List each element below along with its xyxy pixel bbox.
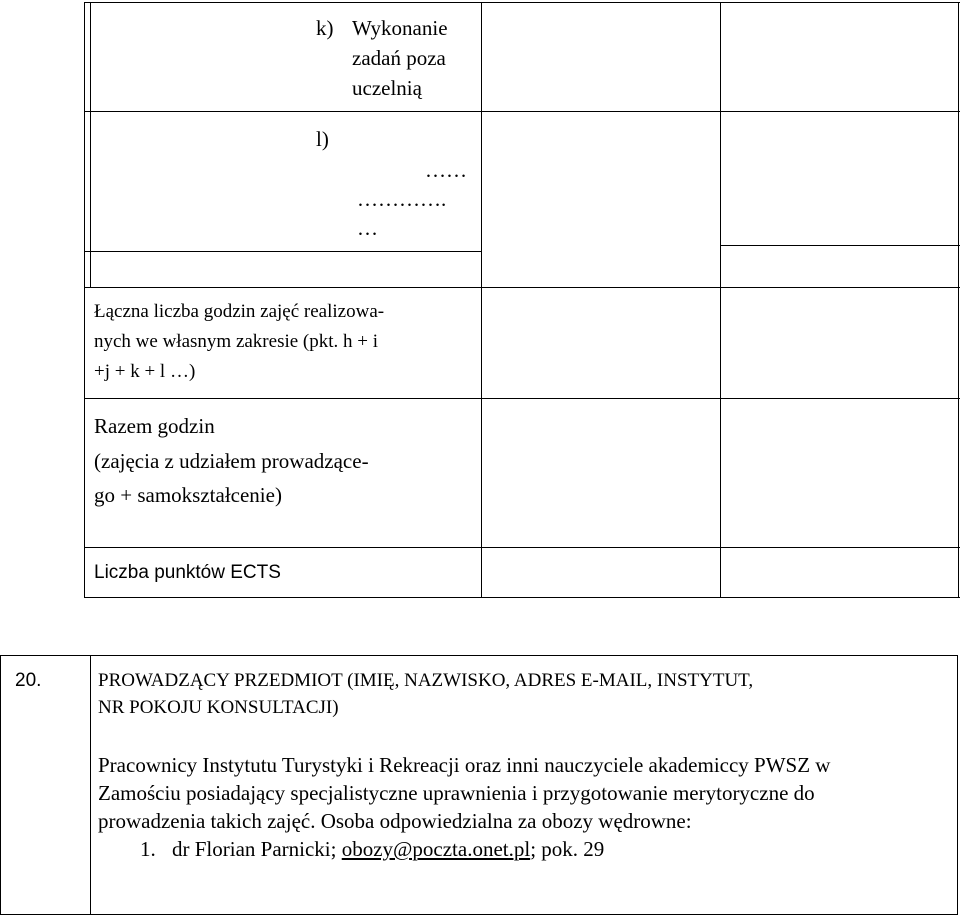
table-line-left	[84, 2, 85, 597]
section20-list-number: 1.	[140, 837, 156, 861]
razem-label-line: (zajęcia z udziałem prowadzące-	[94, 449, 369, 473]
section20-border-right	[957, 655, 958, 915]
section20-heading-line: PROWADZĄCY PRZEDMIOT (IMIĘ, NAZWISKO, ADRES E-MAIL, INSTYTUT,	[98, 670, 754, 691]
total-own-label-line: nych we własnym zakresie (pkt. h + i	[94, 331, 379, 352]
section20-border-inner	[90, 655, 91, 915]
razem-label-line: Razem godzin	[94, 414, 215, 438]
section20-body-line: prowadzenia takich zajęć. Osoba odpowiedzialna za obozy wędrowne:	[98, 809, 692, 833]
row-k-label-line: zadań poza	[352, 46, 446, 70]
room-number: ; pok. 29	[530, 837, 605, 861]
section20-border-bottom	[0, 914, 958, 915]
row-l-placeholder-line: ……	[425, 158, 467, 182]
section20-border-left	[0, 655, 1, 915]
row-l-marker: l)	[316, 127, 329, 151]
table-row-divider	[84, 398, 960, 399]
total-own-label-line: Łączna liczba godzin zajęć realizowa-	[94, 301, 385, 322]
row-l-placeholder-line: ………….	[357, 187, 447, 211]
section20-list-item	[172, 834, 604, 864]
ects-label: Liczba punktów ECTS	[94, 562, 281, 583]
email-link[interactable]: obozy@poczta.onet.pl	[341, 837, 531, 861]
section20-number: 20.	[15, 670, 42, 691]
table-line-inner-left	[90, 2, 91, 287]
table-row-divider	[84, 547, 960, 548]
total-own-label-line: +j + k + l …)	[94, 361, 196, 382]
section20-body-line: Zamościu posiadający specjalistyczne uprawnienia i przygotowanie merytoryczne do	[98, 781, 815, 805]
row-k-marker: k)	[316, 16, 334, 40]
table-row-divider	[84, 251, 482, 252]
row-k-label-line: Wykonanie	[352, 16, 448, 40]
table-line-right	[958, 2, 959, 597]
razem-label-line: go + samokształcenie)	[94, 483, 282, 507]
table-line-col3	[720, 2, 721, 597]
table-row-divider	[84, 287, 960, 288]
table-line-col2	[481, 2, 482, 597]
table-border-top	[84, 2, 960, 3]
section20-heading-line: NR POKOJU KONSULTACJI)	[98, 697, 339, 718]
table-row-divider	[84, 111, 960, 112]
table-row-divider	[720, 245, 960, 246]
row-l-placeholder-line: …	[357, 216, 378, 240]
section20-border-top	[0, 655, 958, 656]
table-border-bottom	[84, 597, 960, 598]
lecturer-name: dr Florian Parnicki;	[172, 837, 337, 861]
row-k-label-line: uczelnią	[352, 76, 422, 100]
section20-body-line: Pracownicy Instytutu Turystyki i Rekreacji oraz inni nauczyciele akademiccy PWSZ w	[98, 753, 831, 777]
